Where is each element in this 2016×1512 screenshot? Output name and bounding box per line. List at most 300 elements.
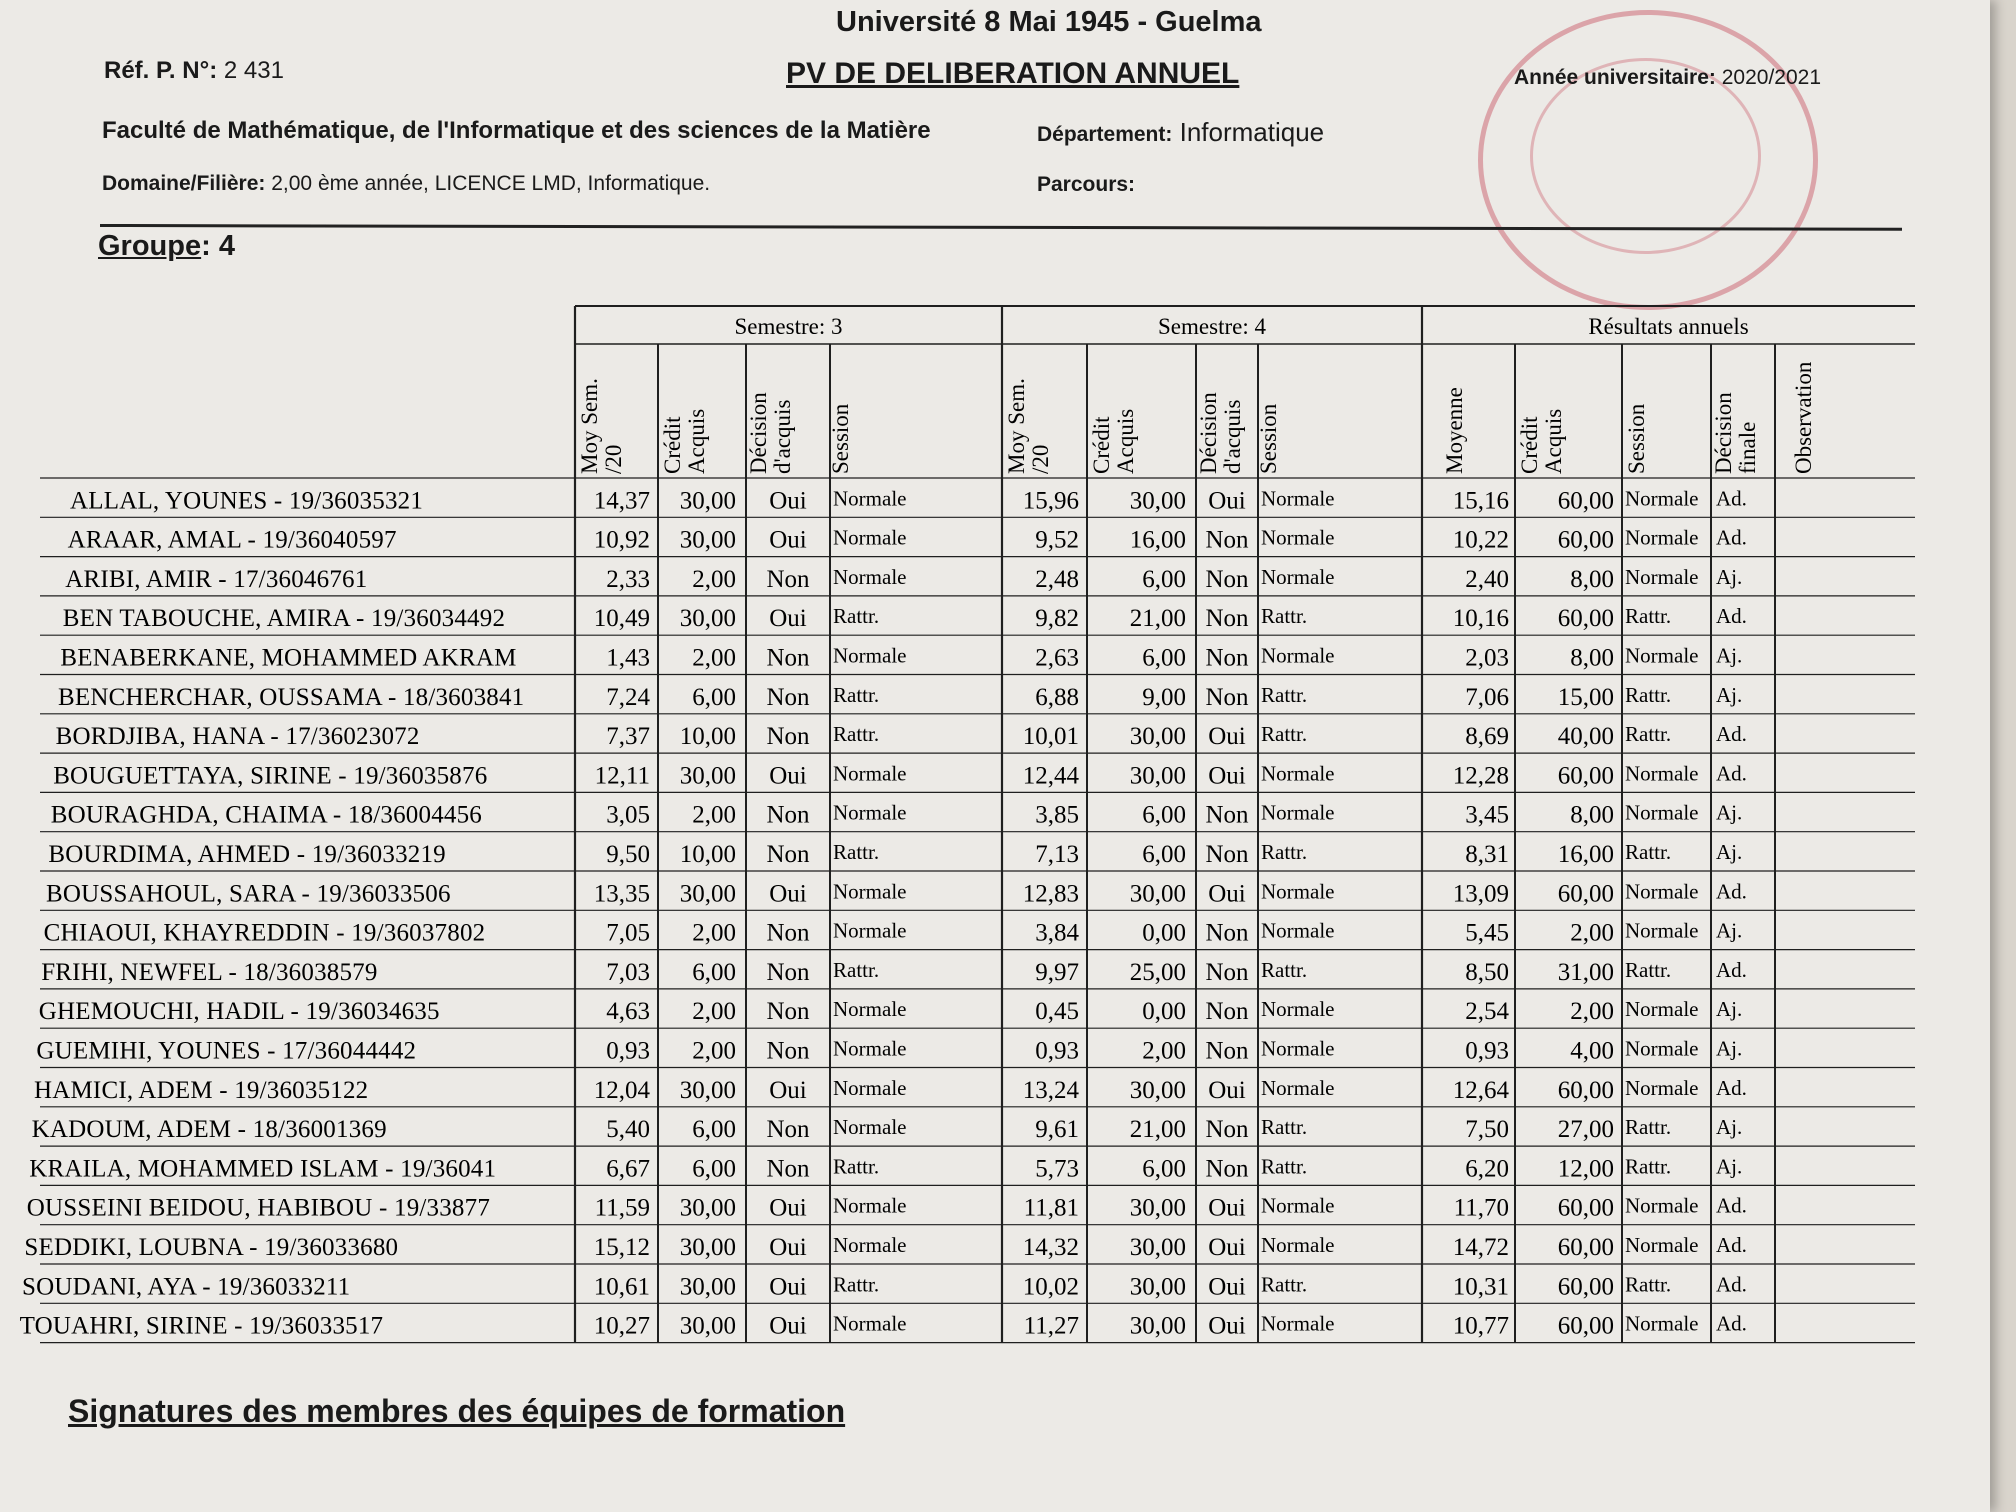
s3-moyenne: 10,49 bbox=[593, 605, 650, 633]
res-moyenne: 7,50 bbox=[1465, 1116, 1509, 1144]
group-header-1: Semestre: 4 bbox=[1158, 314, 1266, 339]
s3-session: Normale bbox=[833, 1233, 907, 1257]
s4-decision: Non bbox=[1205, 1155, 1249, 1183]
s4-moyenne: 2,63 bbox=[1035, 644, 1079, 672]
res-moyenne: 2,40 bbox=[1465, 565, 1509, 593]
s4-moyenne: 14,32 bbox=[1022, 1234, 1079, 1261]
s3-decision: Non bbox=[766, 723, 810, 751]
s3-credit: 30,00 bbox=[679, 1194, 736, 1222]
group-heading bbox=[98, 230, 235, 263]
s4-moyenne: 10,02 bbox=[1022, 1273, 1079, 1301]
s4-credit: 30,00 bbox=[1129, 1194, 1186, 1222]
res-decision: Ad. bbox=[1716, 761, 1747, 786]
res-session: Rattr. bbox=[1625, 957, 1672, 982]
s4-session: Normale bbox=[1261, 525, 1335, 550]
annee-value: 2020/2021 bbox=[1721, 66, 1822, 89]
s4-session: Rattr. bbox=[1261, 604, 1308, 629]
s3-moyenne: 11,59 bbox=[594, 1194, 650, 1222]
s4-decision: Non bbox=[1205, 958, 1249, 986]
s3-decision: Non bbox=[766, 958, 810, 986]
s4-col-session: Session bbox=[1256, 403, 1281, 474]
s4-moyenne: 3,85 bbox=[1035, 801, 1079, 829]
res-credit: 60,00 bbox=[1557, 1076, 1614, 1104]
s4-session: Normale bbox=[1261, 918, 1335, 943]
res-session: Rattr. bbox=[1625, 682, 1672, 707]
s4-moyenne: 15,96 bbox=[1022, 487, 1079, 515]
domaine-value: 2,00 ème année, LICENCE LMD, Informatique. bbox=[271, 172, 711, 195]
res-decision: Ad. bbox=[1716, 486, 1747, 511]
s3-moyenne: 1,43 bbox=[606, 644, 650, 672]
s3-col-session: Session bbox=[828, 403, 853, 474]
s3-decision: Non bbox=[766, 919, 810, 947]
s4-session: Rattr. bbox=[1261, 840, 1308, 864]
res-moyenne: 11,70 bbox=[1453, 1194, 1509, 1222]
res-credit: 2,00 bbox=[1570, 998, 1614, 1026]
res-credit: 31,00 bbox=[1557, 958, 1614, 986]
s4-session: Normale bbox=[1261, 486, 1335, 511]
s3-credit: 6,00 bbox=[692, 1155, 736, 1183]
s3-session: Normale bbox=[833, 1193, 907, 1218]
s3-credit: 10,00 bbox=[679, 723, 736, 751]
s4-decision: Non bbox=[1205, 605, 1249, 633]
s3-col-credit: Crédit bbox=[660, 416, 685, 474]
res-moyenne: 7,06 bbox=[1465, 683, 1509, 711]
student-name: SOUDANI, AYA - 19/36033211 bbox=[22, 1273, 351, 1301]
res-moyenne: 15,16 bbox=[1452, 487, 1509, 515]
group-header-0: Semestre: 3 bbox=[734, 314, 843, 339]
student-name: BOUGUETTAYA, SIRINE - 19/36035876 bbox=[53, 762, 488, 790]
s4-credit: 30,00 bbox=[1129, 762, 1186, 790]
s4-moyenne: 11,27 bbox=[1023, 1312, 1079, 1340]
res-session: Rattr. bbox=[1625, 840, 1672, 864]
s4-decision: Non bbox=[1205, 644, 1249, 672]
res-col-credit: Acquis bbox=[1541, 408, 1566, 474]
res-credit: 60,00 bbox=[1557, 487, 1614, 515]
res-col-session: Session bbox=[1624, 403, 1649, 474]
s4-session: Normale bbox=[1261, 1311, 1335, 1336]
s4-credit: 30,00 bbox=[1129, 487, 1186, 515]
s4-session: Rattr. bbox=[1261, 682, 1308, 707]
res-session: Normale bbox=[1625, 643, 1699, 668]
res-decision: Ad. bbox=[1716, 604, 1747, 629]
s4-decision: Non bbox=[1205, 683, 1249, 711]
group-header-2: Résultats annuels bbox=[1588, 314, 1749, 339]
res-decision: Ad. bbox=[1716, 1075, 1747, 1100]
res-decision: Aj. bbox=[1716, 682, 1743, 707]
s3-decision: Oui bbox=[769, 1234, 807, 1261]
s3-moyenne: 12,11 bbox=[594, 762, 650, 790]
s3-decision: Non bbox=[766, 644, 810, 672]
s3-session: Rattr. bbox=[833, 840, 880, 864]
s4-credit: 30,00 bbox=[1129, 1273, 1186, 1301]
s3-session: Normale bbox=[833, 1075, 907, 1100]
s3-credit: 30,00 bbox=[679, 1076, 736, 1104]
s3-credit: 2,00 bbox=[692, 919, 736, 947]
res-credit: 40,00 bbox=[1557, 723, 1614, 751]
res-credit: 8,00 bbox=[1570, 565, 1614, 593]
s3-session: Normale bbox=[833, 643, 907, 668]
s3-col-decision: Décision bbox=[746, 392, 771, 474]
s3-moyenne: 3,05 bbox=[606, 801, 650, 829]
res-credit: 60,00 bbox=[1557, 762, 1614, 790]
s4-session: Rattr. bbox=[1261, 1115, 1308, 1140]
s3-credit: 6,00 bbox=[692, 958, 736, 986]
res-moyenne: 14,72 bbox=[1452, 1234, 1509, 1261]
domaine-label: Domaine/Filière: bbox=[102, 172, 266, 195]
s3-moyenne: 12,04 bbox=[593, 1076, 650, 1104]
s3-decision: Oui bbox=[769, 880, 807, 908]
res-credit: 60,00 bbox=[1557, 880, 1614, 908]
s3-decision: Non bbox=[766, 841, 810, 868]
res-credit: 27,00 bbox=[1557, 1116, 1614, 1144]
s3-credit: 2,00 bbox=[692, 801, 736, 829]
s4-credit: 0,00 bbox=[1142, 998, 1186, 1026]
s4-session: Rattr. bbox=[1261, 1154, 1308, 1179]
domain-field bbox=[102, 172, 710, 196]
s4-decision: Oui bbox=[1208, 762, 1246, 790]
s3-moyenne: 9,50 bbox=[606, 841, 650, 868]
res-credit: 15,00 bbox=[1557, 683, 1614, 711]
s3-session: Normale bbox=[833, 800, 907, 825]
s4-decision: Non bbox=[1205, 565, 1249, 593]
s3-moyenne: 4,63 bbox=[606, 998, 650, 1026]
student-name: BENABERKANE, MOHAMMED AKRAM bbox=[60, 644, 517, 672]
res-credit: 8,00 bbox=[1570, 801, 1614, 829]
s3-session: Rattr. bbox=[833, 604, 880, 629]
res-decision: Aj. bbox=[1716, 840, 1743, 864]
s3-moyenne: 10,61 bbox=[593, 1273, 650, 1301]
s3-decision: Oui bbox=[769, 487, 807, 515]
res-decision: Aj. bbox=[1716, 1036, 1743, 1061]
student-name: KADOUM, ADEM - 18/36001369 bbox=[31, 1116, 387, 1144]
res-credit: 60,00 bbox=[1557, 1312, 1614, 1340]
s3-moyenne: 0,93 bbox=[606, 1037, 650, 1065]
ref-value: 2 431 bbox=[223, 57, 284, 84]
student-name: GUEMIHI, YOUNES - 17/36044442 bbox=[36, 1037, 417, 1065]
s3-credit: 30,00 bbox=[679, 487, 736, 515]
s3-session: Normale bbox=[833, 1115, 907, 1140]
s4-decision: Oui bbox=[1208, 723, 1246, 751]
s4-credit: 6,00 bbox=[1142, 1155, 1186, 1183]
s3-session: Normale bbox=[833, 761, 907, 786]
s3-session: Rattr. bbox=[833, 1154, 880, 1179]
res-decision: Aj. bbox=[1716, 997, 1743, 1022]
s3-credit: 6,00 bbox=[692, 1116, 736, 1144]
s4-session: Normale bbox=[1261, 1233, 1335, 1257]
res-decision: Ad. bbox=[1716, 1272, 1747, 1297]
s4-col-decision: d'acquis bbox=[1220, 399, 1245, 474]
s4-decision: Oui bbox=[1208, 1273, 1246, 1301]
res-decision: Ad. bbox=[1716, 722, 1747, 747]
res-decision: Aj. bbox=[1716, 800, 1743, 825]
s3-session: Rattr. bbox=[833, 682, 880, 707]
s4-credit: 9,00 bbox=[1142, 683, 1186, 711]
s3-credit: 30,00 bbox=[679, 1273, 736, 1301]
student-name: OUSSEINI BEIDOU, HABIBOU - 19/33877 bbox=[26, 1194, 491, 1222]
s3-decision: Oui bbox=[769, 1194, 807, 1222]
res-decision: Ad. bbox=[1716, 879, 1747, 904]
s3-moyenne: 14,37 bbox=[593, 487, 650, 515]
s3-credit: 2,00 bbox=[692, 644, 736, 672]
res-moyenne: 10,77 bbox=[1452, 1312, 1509, 1340]
s4-decision: Non bbox=[1205, 1037, 1249, 1065]
s3-session: Normale bbox=[833, 918, 907, 943]
faculty-name: Faculté de Mathématique, de l'Informatique et des sciences de la Matière bbox=[102, 117, 931, 144]
ref-label: Réf. P. N°: bbox=[104, 57, 218, 84]
res-credit: 4,00 bbox=[1570, 1037, 1614, 1065]
s3-session: Rattr. bbox=[833, 1272, 880, 1297]
student-name: HAMICI, ADEM - 19/36035122 bbox=[34, 1076, 369, 1104]
res-decision: Ad. bbox=[1716, 1233, 1747, 1257]
s3-col-moy: Moy Sem. bbox=[577, 378, 602, 474]
s3-decision: Oui bbox=[769, 526, 807, 554]
s3-session: Normale bbox=[833, 1311, 907, 1336]
university-name: Université 8 Mai 1945 - Guelma bbox=[836, 6, 1262, 38]
s4-credit: 30,00 bbox=[1129, 1234, 1186, 1261]
s4-credit: 16,00 bbox=[1129, 526, 1186, 554]
s3-decision: Oui bbox=[769, 1273, 807, 1301]
s4-credit: 30,00 bbox=[1129, 1312, 1186, 1340]
res-credit: 60,00 bbox=[1557, 1194, 1614, 1222]
res-credit: 2,00 bbox=[1570, 919, 1614, 947]
s4-session: Normale bbox=[1261, 564, 1335, 589]
s4-credit: 30,00 bbox=[1129, 1076, 1186, 1104]
res-session: Rattr. bbox=[1625, 722, 1672, 747]
s4-credit: 30,00 bbox=[1129, 723, 1186, 751]
res-moyenne: 5,45 bbox=[1465, 919, 1509, 947]
s3-credit: 30,00 bbox=[679, 762, 736, 790]
s4-decision: Oui bbox=[1208, 1312, 1246, 1340]
s3-moyenne: 10,92 bbox=[593, 526, 650, 554]
student-name: CHIAOUI, KHAYREDDIN - 19/36037802 bbox=[43, 919, 486, 947]
s3-moyenne: 7,05 bbox=[606, 919, 650, 947]
dept-label: Département: bbox=[1037, 123, 1173, 146]
s3-credit: 30,00 bbox=[679, 605, 736, 633]
s4-decision: Non bbox=[1205, 1116, 1249, 1144]
student-name: BENCHERCHAR, OUSSAMA - 18/3603841 bbox=[58, 683, 525, 711]
s4-decision: Non bbox=[1205, 998, 1249, 1026]
s3-decision: Oui bbox=[769, 605, 807, 633]
res-moyenne: 10,16 bbox=[1452, 605, 1509, 633]
s3-session: Normale bbox=[833, 486, 907, 511]
res-moyenne: 2,54 bbox=[1465, 998, 1509, 1026]
res-credit: 12,00 bbox=[1557, 1155, 1614, 1183]
s4-decision: Oui bbox=[1208, 1076, 1246, 1104]
student-name: BOURDIMA, AHMED - 19/36033219 bbox=[48, 841, 446, 868]
s3-moyenne: 7,03 bbox=[606, 958, 650, 986]
res-col-observation: Observation bbox=[1791, 361, 1816, 474]
s4-credit: 25,00 bbox=[1129, 958, 1186, 986]
res-moyenne: 0,93 bbox=[1465, 1037, 1509, 1065]
group-label: Groupe bbox=[98, 230, 202, 262]
s4-decision: Non bbox=[1205, 526, 1249, 554]
s4-session: Normale bbox=[1261, 643, 1335, 668]
s3-decision: Oui bbox=[769, 1312, 807, 1340]
s4-decision: Oui bbox=[1208, 1194, 1246, 1222]
s3-session: Normale bbox=[833, 997, 907, 1022]
academic-year bbox=[1514, 66, 1821, 90]
student-name: ARAAR, AMAL - 19/36040597 bbox=[67, 526, 397, 554]
res-session: Rattr. bbox=[1625, 1154, 1672, 1179]
s4-credit: 6,00 bbox=[1142, 644, 1186, 672]
res-decision: Ad. bbox=[1716, 1193, 1747, 1218]
student-name: BORDJIBA, HANA - 17/36023072 bbox=[55, 723, 420, 751]
s3-decision: Non bbox=[766, 998, 810, 1026]
s4-moyenne: 9,61 bbox=[1035, 1116, 1079, 1144]
res-moyenne: 6,20 bbox=[1465, 1155, 1509, 1183]
s4-col-moy: /20 bbox=[1028, 444, 1053, 474]
s4-moyenne: 9,52 bbox=[1035, 526, 1079, 554]
s3-credit: 2,00 bbox=[692, 998, 736, 1026]
s4-moyenne: 12,83 bbox=[1022, 880, 1079, 908]
document-title: PV DE DELIBERATION ANNUEL bbox=[786, 57, 1240, 90]
res-session: Rattr. bbox=[1625, 1115, 1672, 1140]
s4-credit: 21,00 bbox=[1129, 605, 1186, 633]
res-session: Normale bbox=[1625, 486, 1699, 511]
s4-moyenne: 5,73 bbox=[1035, 1155, 1079, 1183]
s3-credit: 30,00 bbox=[679, 526, 736, 554]
res-decision: Ad. bbox=[1716, 957, 1747, 982]
student-name: ARIBI, AMIR - 17/36046761 bbox=[65, 565, 368, 593]
res-decision: Aj. bbox=[1716, 564, 1743, 589]
s3-credit: 6,00 bbox=[692, 683, 736, 711]
annee-label: Année universitaire: bbox=[1514, 66, 1716, 89]
s3-decision: Non bbox=[766, 801, 810, 829]
s3-col-moy: /20 bbox=[601, 444, 626, 474]
s4-col-credit: Crédit bbox=[1089, 416, 1114, 474]
res-credit: 8,00 bbox=[1570, 644, 1614, 672]
student-name: BOURAGHDA, CHAIMA - 18/36004456 bbox=[50, 801, 483, 829]
res-session: Normale bbox=[1625, 1193, 1699, 1218]
s3-decision: Non bbox=[766, 1116, 810, 1144]
student-name: KRAILA, MOHAMMED ISLAM - 19/36041 bbox=[29, 1155, 497, 1183]
s3-decision: Non bbox=[766, 565, 810, 593]
s3-session: Normale bbox=[833, 1036, 907, 1061]
res-moyenne: 12,64 bbox=[1452, 1076, 1509, 1104]
s4-credit: 30,00 bbox=[1129, 880, 1186, 908]
res-session: Normale bbox=[1625, 1075, 1699, 1100]
res-col-decision: finale bbox=[1735, 421, 1760, 474]
s3-decision: Oui bbox=[769, 1076, 807, 1104]
s3-col-decision: d'acquis bbox=[770, 399, 795, 474]
res-moyenne: 10,22 bbox=[1452, 526, 1509, 554]
s4-moyenne: 3,84 bbox=[1035, 919, 1079, 947]
res-session: Normale bbox=[1625, 918, 1699, 943]
s4-session: Normale bbox=[1261, 761, 1335, 786]
res-session: Normale bbox=[1625, 1036, 1699, 1061]
department bbox=[1037, 117, 1324, 148]
s4-decision: Oui bbox=[1208, 1234, 1246, 1261]
res-session: Normale bbox=[1625, 800, 1699, 825]
s3-moyenne: 6,67 bbox=[606, 1155, 650, 1183]
s3-decision: Oui bbox=[769, 762, 807, 790]
s4-moyenne: 2,48 bbox=[1035, 565, 1079, 593]
res-col-moyenne: Moyenne bbox=[1442, 387, 1467, 474]
res-session: Normale bbox=[1625, 761, 1699, 786]
student-name: GHEMOUCHI, HADIL - 19/36034635 bbox=[38, 998, 440, 1026]
res-decision: Aj. bbox=[1716, 1115, 1743, 1140]
res-credit: 60,00 bbox=[1557, 526, 1614, 554]
res-session: Normale bbox=[1625, 997, 1699, 1022]
s4-decision: Oui bbox=[1208, 880, 1246, 908]
s4-col-credit: Acquis bbox=[1113, 408, 1138, 474]
s4-moyenne: 9,97 bbox=[1035, 958, 1079, 986]
res-session: Rattr. bbox=[1625, 604, 1672, 629]
s3-credit: 2,00 bbox=[692, 565, 736, 593]
parcours-label: Parcours: bbox=[1037, 173, 1136, 196]
s4-moyenne: 6,88 bbox=[1035, 683, 1079, 711]
s4-credit: 21,00 bbox=[1129, 1116, 1186, 1144]
s4-moyenne: 9,82 bbox=[1035, 605, 1079, 633]
s4-credit: 6,00 bbox=[1142, 801, 1186, 829]
s3-credit: 30,00 bbox=[679, 880, 736, 908]
s4-session: Normale bbox=[1261, 997, 1335, 1022]
s3-credit: 30,00 bbox=[679, 1312, 736, 1340]
res-moyenne: 10,31 bbox=[1452, 1273, 1509, 1301]
res-moyenne: 3,45 bbox=[1465, 801, 1509, 829]
res-col-credit: Crédit bbox=[1517, 416, 1542, 474]
res-credit: 16,00 bbox=[1557, 841, 1614, 868]
res-moyenne: 8,50 bbox=[1465, 958, 1509, 986]
s4-credit: 0,00 bbox=[1142, 919, 1186, 947]
s3-moyenne: 15,12 bbox=[593, 1234, 650, 1261]
s3-credit: 30,00 bbox=[679, 1234, 736, 1261]
s4-col-moy: Moy Sem. bbox=[1004, 378, 1029, 474]
s3-session: Rattr. bbox=[833, 722, 880, 747]
s3-session: Normale bbox=[833, 525, 907, 550]
s4-decision: Non bbox=[1205, 919, 1249, 947]
res-session: Normale bbox=[1625, 879, 1699, 904]
s4-credit: 2,00 bbox=[1142, 1037, 1186, 1065]
s4-moyenne: 12,44 bbox=[1022, 762, 1079, 790]
s3-moyenne: 2,33 bbox=[606, 565, 650, 593]
s3-col-credit: Acquis bbox=[684, 408, 709, 474]
group-value: : 4 bbox=[201, 230, 235, 262]
signatures-heading: Signatures des membres des équipes de formation bbox=[68, 1393, 846, 1429]
s4-session: Normale bbox=[1261, 1036, 1335, 1061]
s3-moyenne: 5,40 bbox=[606, 1116, 650, 1144]
s4-session: Normale bbox=[1261, 1193, 1335, 1218]
s3-session: Normale bbox=[833, 564, 907, 589]
s4-session: Normale bbox=[1261, 1075, 1335, 1100]
res-session: Normale bbox=[1625, 525, 1699, 550]
reference-number bbox=[104, 57, 284, 85]
s4-decision: Non bbox=[1205, 801, 1249, 829]
student-name: BOUSSAHOUL, SARA - 19/36033506 bbox=[46, 880, 451, 908]
student-name: ALLAL, YOUNES - 19/36035321 bbox=[70, 487, 424, 515]
s4-session: Rattr. bbox=[1261, 957, 1308, 982]
res-moyenne: 13,09 bbox=[1452, 880, 1509, 908]
s3-moyenne: 7,37 bbox=[606, 723, 650, 751]
s4-session: Rattr. bbox=[1261, 722, 1308, 747]
s4-credit: 6,00 bbox=[1142, 841, 1186, 868]
res-moyenne: 2,03 bbox=[1465, 644, 1509, 672]
res-session: Normale bbox=[1625, 1311, 1699, 1336]
res-moyenne: 8,69 bbox=[1465, 723, 1509, 751]
res-decision: Ad. bbox=[1716, 525, 1747, 550]
s4-session: Normale bbox=[1261, 879, 1335, 904]
student-name: TOUAHRI, SIRINE - 19/36033517 bbox=[19, 1312, 384, 1340]
s3-decision: Non bbox=[766, 1037, 810, 1065]
s3-moyenne: 7,24 bbox=[606, 683, 650, 711]
res-decision: Aj. bbox=[1716, 1154, 1743, 1179]
grades-table bbox=[0, 290, 1990, 1380]
res-decision: Aj. bbox=[1716, 643, 1743, 668]
s3-session: Rattr. bbox=[833, 957, 880, 982]
res-credit: 60,00 bbox=[1557, 1234, 1614, 1261]
s4-moyenne: 10,01 bbox=[1022, 723, 1079, 751]
s4-session: Rattr. bbox=[1261, 1272, 1308, 1297]
